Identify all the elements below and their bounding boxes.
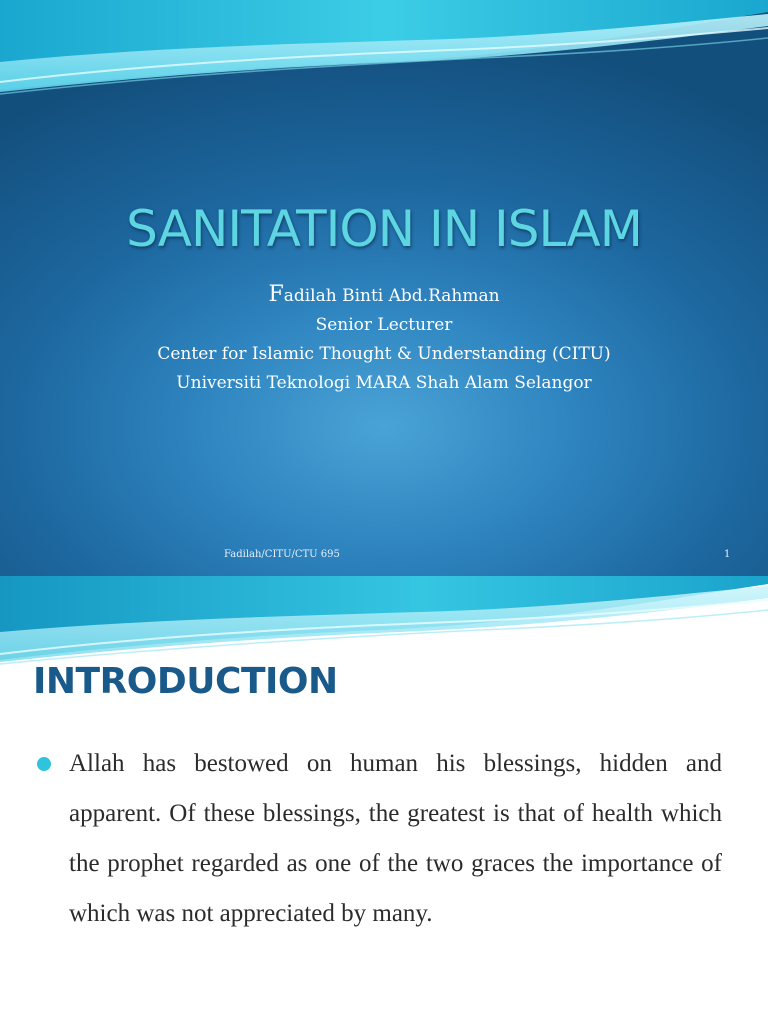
slide-footer: Fadilah/CITU/CTU 695: [224, 549, 340, 560]
department-name: Center for Islamic Thought & Understanding (CITU): [157, 344, 611, 364]
author-initial: F: [268, 282, 284, 307]
slide-number: 1: [724, 549, 731, 560]
subtitle-block: [0, 280, 768, 398]
slide1-wave-decoration: [0, 0, 768, 110]
slide2-wave-decoration: [0, 576, 768, 668]
university-name: Universiti Teknologi MARA Shah Alam Selangor: [176, 373, 592, 393]
bullet-paragraph: Allah has bestowed on human his blessings, hidden and apparent. Of these blessings, the greatest is that of health which the prophet regarded as one of the two graces the importance of which was not appreciated by many.: [69, 750, 722, 927]
author-position: Senior Lecturer: [315, 315, 453, 335]
slide-title: SANITATION IN ISLAM: [126, 200, 642, 258]
section-heading: INTRODUCTION: [33, 661, 338, 702]
bullet-icon: [37, 757, 51, 771]
introduction-slide: [0, 576, 768, 1024]
author-name: [0, 280, 768, 311]
author-name-rest: adilah Binti Abd.Rahman: [283, 286, 500, 306]
